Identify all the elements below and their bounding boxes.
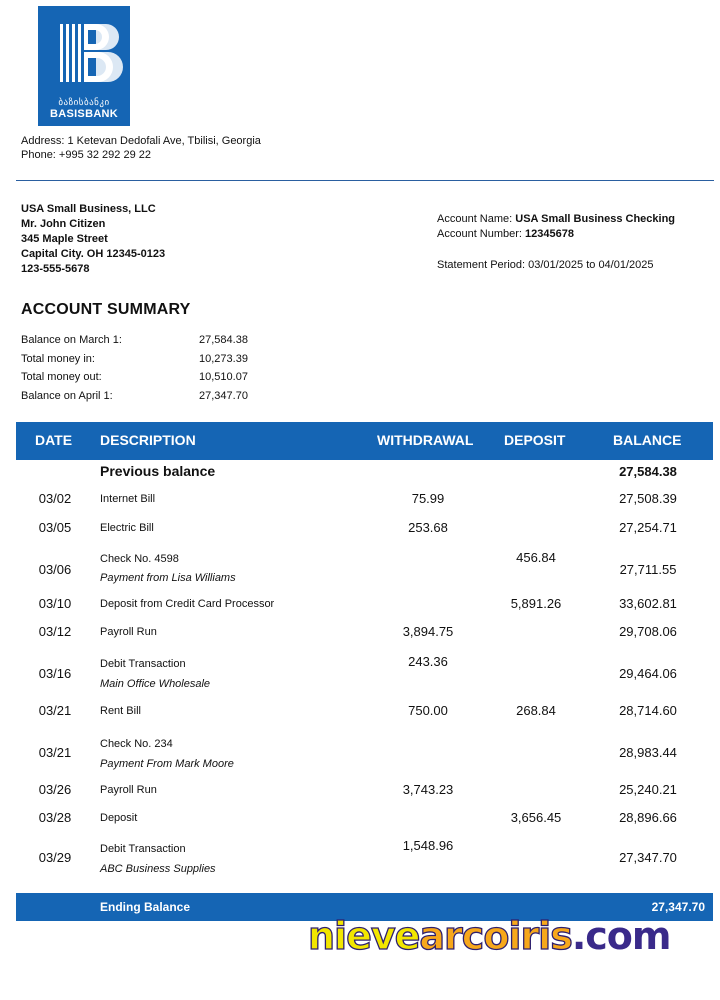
row-balance: 27,508.39 bbox=[619, 491, 677, 506]
row-withdrawal: 243.36 bbox=[408, 654, 448, 669]
row-description-block bbox=[100, 654, 210, 694]
row-balance: 29,708.06 bbox=[619, 624, 677, 639]
row-withdrawal: 3,894.75 bbox=[402, 624, 454, 639]
row-withdrawal: 1,548.96 bbox=[402, 838, 454, 853]
logo-script-text: ბაზისბანკი bbox=[58, 97, 110, 107]
watermark-part-2: arcoiris bbox=[419, 914, 572, 958]
row-date: 03/29 bbox=[38, 850, 72, 865]
summary-label: Balance on April 1: bbox=[21, 389, 113, 402]
summary-label: Total money out: bbox=[21, 371, 102, 383]
summary-value: 27,584.38 bbox=[199, 334, 248, 346]
row-date: 03/10 bbox=[38, 596, 72, 611]
header-divider bbox=[16, 180, 714, 181]
summary-label: Total money in: bbox=[21, 352, 95, 365]
row-description-detail: Payment from Lisa Williams bbox=[100, 572, 236, 584]
watermark bbox=[308, 914, 671, 958]
table-row bbox=[16, 776, 713, 804]
account-info bbox=[437, 212, 675, 273]
summary-row bbox=[21, 387, 248, 406]
row-balance: 27,347.70 bbox=[619, 850, 677, 865]
row-description: Debit Transaction bbox=[100, 843, 186, 855]
account-name-label: Account Name: bbox=[437, 213, 513, 225]
row-balance: 28,896.66 bbox=[619, 810, 677, 825]
customer-phone: 123-555-5678 bbox=[21, 263, 90, 275]
account-summary bbox=[21, 331, 248, 405]
row-date: 03/21 bbox=[38, 745, 72, 760]
table-row bbox=[16, 697, 713, 726]
bank-phone: Phone: +995 32 292 29 22 bbox=[21, 149, 151, 161]
customer-contact-name: Mr. John Citizen bbox=[21, 218, 106, 230]
row-date: 03/21 bbox=[38, 703, 72, 718]
logo-mark-icon bbox=[38, 6, 130, 98]
row-date: 03/05 bbox=[38, 520, 72, 535]
previous-balance-value: 27,584.38 bbox=[619, 464, 677, 479]
row-deposit: 268.84 bbox=[516, 703, 556, 718]
row-date: 03/26 bbox=[38, 782, 72, 797]
row-withdrawal: 750.00 bbox=[408, 703, 448, 718]
header-balance: BALANCE bbox=[613, 432, 682, 448]
table-row bbox=[16, 590, 713, 618]
customer-company: USA Small Business, LLC bbox=[21, 203, 156, 215]
row-description-block bbox=[100, 839, 216, 879]
account-number-value: 12345678 bbox=[525, 228, 574, 240]
table-row bbox=[16, 804, 713, 831]
row-withdrawal: 3,743.23 bbox=[402, 782, 454, 797]
summary-row bbox=[21, 331, 248, 350]
row-balance: 28,983.44 bbox=[619, 745, 677, 760]
transactions-table bbox=[16, 460, 713, 881]
account-name-line bbox=[437, 212, 675, 227]
watermark-part-1: nieve bbox=[308, 914, 420, 958]
row-description: Rent Bill bbox=[100, 705, 141, 717]
row-date: 03/12 bbox=[38, 624, 72, 639]
row-date: 03/02 bbox=[38, 491, 72, 506]
header-date: DATE bbox=[35, 432, 73, 448]
statement-period: Statement Period: 03/01/2025 to 04/01/2025 bbox=[437, 259, 654, 271]
row-description: Check No. 234 bbox=[100, 738, 173, 750]
row-description: Deposit from Credit Card Processor bbox=[100, 598, 275, 610]
summary-title: ACCOUNT SUMMARY bbox=[21, 301, 191, 318]
row-description: Electric Bill bbox=[100, 522, 154, 534]
row-date: 03/16 bbox=[38, 666, 72, 681]
table-row bbox=[16, 726, 713, 776]
account-number-label: Account Number: bbox=[437, 228, 522, 240]
row-withdrawal: 253.68 bbox=[408, 520, 448, 535]
table-row bbox=[16, 513, 713, 544]
row-date: 03/28 bbox=[38, 810, 72, 825]
bank-address: Address: 1 Ketevan Dedofali Ave, Tbilisi, Georgia bbox=[21, 135, 261, 147]
row-description-detail: Payment From Mark Moore bbox=[100, 758, 234, 770]
account-name-value: USA Small Business Checking bbox=[515, 213, 676, 225]
header-description: DESCRIPTION bbox=[100, 432, 196, 448]
row-balance: 27,254.71 bbox=[619, 520, 677, 535]
summary-row bbox=[21, 350, 248, 369]
ending-balance-value: 27,347.70 bbox=[651, 900, 705, 914]
row-balance: 27,711.55 bbox=[619, 562, 677, 577]
row-deposit: 5,891.26 bbox=[510, 596, 562, 611]
row-description: Payroll Run bbox=[100, 626, 157, 638]
header-deposit: DEPOSIT bbox=[504, 432, 566, 448]
summary-row bbox=[21, 368, 248, 387]
transactions-header bbox=[16, 422, 713, 460]
row-description: Payroll Run bbox=[100, 784, 157, 796]
previous-balance-label: Previous balance bbox=[100, 463, 216, 479]
row-balance: 29,464.06 bbox=[619, 666, 677, 681]
row-description: Internet Bill bbox=[100, 493, 156, 505]
row-description: Debit Transaction bbox=[100, 658, 186, 670]
ending-balance-label: Ending Balance bbox=[100, 900, 191, 914]
row-balance: 28,714.60 bbox=[619, 703, 677, 718]
bank-contact bbox=[21, 134, 261, 162]
table-row bbox=[16, 544, 713, 590]
row-deposit: 456.84 bbox=[516, 550, 556, 565]
logo-brand-name: BASISBANK bbox=[49, 108, 119, 120]
summary-label: Balance on March 1: bbox=[21, 334, 122, 346]
table-row bbox=[16, 484, 713, 513]
summary-value: 27,347.70 bbox=[199, 389, 248, 402]
previous-balance-row bbox=[16, 460, 713, 484]
table-row bbox=[16, 831, 713, 881]
account-number-line bbox=[437, 227, 675, 242]
customer-city: Capital City. OH 12345-0123 bbox=[21, 248, 166, 260]
row-balance: 33,602.81 bbox=[619, 596, 677, 611]
row-date: 03/06 bbox=[38, 562, 72, 577]
row-description: Check No. 4598 bbox=[100, 553, 179, 565]
bank-logo bbox=[38, 6, 130, 126]
summary-value: 10,510.07 bbox=[199, 371, 248, 383]
row-description-block bbox=[100, 734, 234, 774]
row-balance: 25,240.21 bbox=[619, 782, 677, 797]
row-description-detail: ABC Business Supplies bbox=[100, 863, 216, 875]
customer-address-block bbox=[21, 202, 165, 277]
watermark-part-3: .com bbox=[571, 914, 671, 958]
table-row bbox=[16, 646, 713, 697]
row-description-detail: Main Office Wholesale bbox=[100, 678, 211, 690]
summary-value: 10,273.39 bbox=[199, 352, 248, 365]
row-description-block bbox=[100, 550, 236, 588]
row-deposit: 3,656.45 bbox=[510, 810, 562, 825]
table-row bbox=[16, 618, 713, 646]
customer-street: 345 Maple Street bbox=[21, 233, 108, 245]
header-withdrawal: WITHDRAWAL bbox=[377, 432, 474, 448]
row-withdrawal: 75.99 bbox=[411, 491, 445, 506]
row-description: Deposit bbox=[100, 812, 138, 824]
